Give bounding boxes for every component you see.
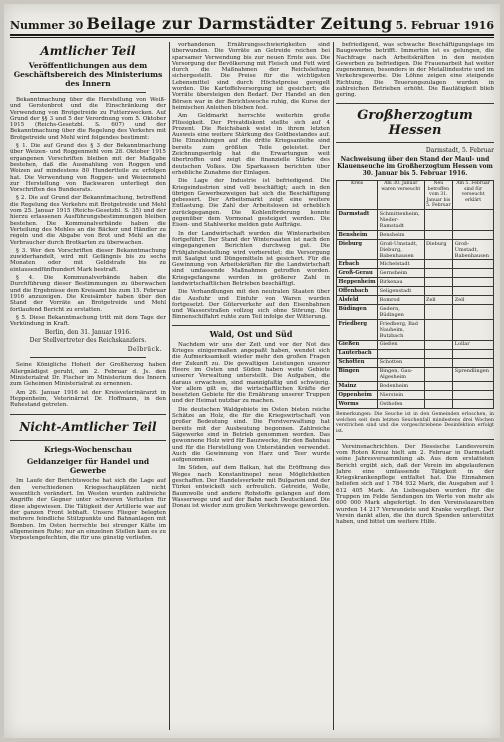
table-row (337, 210, 494, 231)
table-title: Nachweisung über den Stand der Maul- und Klauenseuche im Großherzogtum Hessen vom 30. Januar bis 5. Februar 1916. (337, 155, 493, 177)
section-heading-nonofficial: Nicht-Amtlicher Teil (19, 420, 157, 435)
column-1 (10, 42, 166, 730)
table-cell (424, 391, 453, 400)
kreis-name-cell: Heppenheim (338, 279, 376, 286)
article-paragraph: Im Süden, auf dem Balkan, hat die Eröffnung des Weges nach Konstantinopel neue Möglichkeiten geschaffen. Der Handelsverkehr mit Bulgarien und der Türkei entwickelt sich erfreulich. Getreide, Wolle, Baumwolle und andere Rohstoffe gelangen auf dem Wasserwege und auf der Bahn nach Deutschland. Die Donau ist wieder zum großen Verkehrswege geworden. (172, 465, 330, 510)
table-row (337, 320, 494, 341)
kreis-name-cell: Gießen (337, 340, 378, 349)
table-row (337, 349, 494, 358)
kreis-name-cell: Oppenheim (337, 391, 378, 400)
kreis-name-cell: Friedberg (337, 320, 378, 341)
kreis-name-cell: Darmstadt (337, 210, 378, 231)
dateline: Darmstadt, 5. Februar (425, 146, 494, 154)
table-cell (453, 260, 494, 269)
article-paragraph: Die Verhandlungen mit den neutralen Staaten über die Ausfuhr und Einfuhr von Waren wurden fortgesetzt. Der Güterverkehr auf den Eisenbahnen und Wasserstraßen vollzog sich ohne Störung. Die Binnenschiffahrt ruhte zum Teil infolge der Witterung. (172, 289, 330, 321)
table-cell: Schmittenheim, Nieder-Ramstadt (378, 210, 424, 231)
table-cell (453, 358, 494, 367)
table-row (337, 230, 494, 239)
table-cell (453, 230, 494, 239)
kreis-name-cell: Alsfeld (337, 296, 378, 305)
table-cell (453, 400, 494, 409)
signature: Delbrück. (127, 346, 162, 354)
table-cell (424, 320, 453, 341)
table-cell (424, 305, 453, 320)
table-row (337, 340, 494, 349)
column-3 (336, 42, 494, 730)
masthead-rule (10, 34, 494, 36)
table-row (337, 400, 494, 409)
kreis-name-cell: Dieburg (337, 239, 378, 260)
table-cell: Romrod (378, 296, 424, 305)
table-cell: Lollar (453, 340, 494, 349)
article-paragraph: Seine Königliche Hoheit der Großherzog haben Allergnädigst geruht, am 2. Februar d. Js. den Ministerialrat Dr. Fischer im Ministerium des Innern zum Geheimen Ministerialrat zu ernennen. (10, 362, 166, 388)
divider (30, 357, 146, 358)
section-heading-official: Amtlicher Teil (40, 44, 136, 58)
table-header-cell: Kreis (337, 180, 378, 210)
divider (336, 439, 494, 440)
article-paragraph: Die Lage der Industrie ist befriedigend. Die Kriegsindustrien sind voll beschäftigt; auch in den übrigen Gewerbezweigen hat sich die Beschäftigung gebessert. Der Arbeitsmarkt zeigt eine weitere Entlastung. Die Zahl der Arbeitslosen ist erheblich zurückgegangen. Die Kohlenförderung konnte gegenüber dem Vormonat gesteigert werden. Die Eisen- und Stahlwerke melden gute Aufträge. (172, 178, 330, 229)
divider (30, 92, 146, 93)
table-row (337, 305, 494, 320)
table-cell: Bensheim (378, 230, 424, 239)
table-header-cell: Neu betroffen vom 31. Januar bis 5. Februar (424, 180, 453, 210)
table-cell (424, 210, 453, 231)
table-cell: Bodenheim (378, 382, 424, 391)
table-cell (424, 260, 453, 269)
table-header-cell: Am 30. Januar waren verseucht (378, 180, 424, 210)
table-cell: Seligenstadt (378, 287, 424, 296)
article-paragraph: § 1. Die auf Grund des § 3 der Bekanntmachung über Weizen- und Roggenmehl vom 28. Oktober 1915 ergangenen Vorschriften bleiben mit der Maßgabe bestehen, daß die Ausmahlung von Roggen und Weizen auf mindestens 80 Hundertteile zu erfolgen hat. Die Verwendung von Roggen- und Weizenmehl zur Herstellung von Backwaren unterliegt den Vorschriften des Bundesrats. (10, 143, 166, 194)
table-cell (453, 278, 494, 287)
subheading-war-week: Kriegs-Wochenschau (44, 445, 132, 455)
kreis-name-cell: Groß-Gerau (337, 269, 378, 278)
table-cell: Sprendlingen (453, 367, 494, 382)
article-paragraph: Im Laufe der Berichtswoche hat sich die Lage auf den verschiedenen Kriegsschauplätzen nicht wesentlich verändert. Im Westen wurden zahlreiche Angriffe der Gegner unter schweren Verlusten für diese abgewiesen. Die Tätigkeit der Artillerie war auf der ganzen Front lebhaft. Unsere Flieger belegten mehrere feindliche Stützpunkte und Bahnanlagen mit Bomben. Im Osten herrschte bei strenger Kälte im allgemeinen Ruhe; nur an einzelnen Stellen kam es zu Vorpostengefechten, die für uns günstig verliefen. (10, 478, 166, 542)
table-cell: Zell (453, 296, 494, 305)
table-cell: Gießen (378, 340, 424, 349)
table-cell (424, 287, 453, 296)
table-cell: Dieburg (424, 239, 453, 260)
divider (336, 103, 494, 104)
table-row (337, 269, 494, 278)
table-cell (424, 269, 453, 278)
kreis-name-cell: Büdingen (337, 305, 378, 320)
article-heading-wald-ost-sued: Wald, Ost und Süd (209, 328, 293, 339)
table-cell: Bingen, Gau-Algesheim (378, 367, 424, 382)
masthead-rule-thin (10, 37, 494, 38)
table-row (337, 287, 494, 296)
livestock-disease-table (336, 180, 494, 410)
table-cell: Gedern, Büdingen (378, 305, 424, 320)
article-paragraph: Die deutschen Waldgebiete im Osten bieten reiche Schätze an Holz, die für die Kriegswirtschaft von großer Bedeutung sind. Die Forstverwaltung hat bereits mit der Ausbeutung begonnen. Zahlreiche Sägewerke sind in Betrieb genommen worden. Das gewonnene Holz wird für Bauzwecke, für den Bahnbau und für die Herstellung von Unterständen verwendet. Auch die Gewinnung von Harz und Teer wurde aufgenommen. (172, 406, 330, 464)
kreis-name-cell: Worms (337, 400, 378, 409)
table-cell (453, 320, 494, 341)
table-body (337, 210, 494, 409)
table-row (337, 296, 494, 305)
article-paragraph: § 4. Die Kommunalverbände haben die Durchführung dieser Bestimmungen zu überwachen und die Ergebnisse dem Kreisamt bis zum 15. Februar 1916 anzuzeigen. Die Kreisämter haben über den Stand der Vorräte an Brotgetreide und Mehl fortlaufend Bericht zu erstatten. (10, 275, 166, 313)
table-footnote: Bemerkungen: Die Seuche ist in den Gemeinden erloschen, in welchen seit dem letzten Seuchenfall mindestens drei Wochen verstrichen sind und die vorgeschriebene Desinfektion erfolgt ist. (336, 412, 494, 435)
table-cell (424, 340, 453, 349)
kreis-name-cell: Bingen (337, 367, 378, 382)
authority: Der Stellvertreter des Reichskanzlers. (29, 337, 147, 345)
divider (172, 325, 330, 326)
table-cell (453, 287, 494, 296)
section-heading-hessen: Großherzogtum Hessen (357, 107, 473, 138)
table-cell: Zell (424, 296, 453, 305)
table-row (337, 260, 494, 269)
table-cell (424, 278, 453, 287)
table-cell (453, 305, 494, 320)
table-row (337, 382, 494, 391)
article-paragraph: befriedigend, was schwache Beschäftigungslage im Baugewerbe betrifft. Immerhin ist es gelungen, die Nachfrage nach Arbeitskräften in den meisten Gewerben zu befriedigen. Die Frauenarbeit hat weiter zugenommen, besonders in der Metallindustrie und im Verkehrsgewerbe. Die Löhne zeigen eine steigende Richtung. Die Teuerungszulagen wurden in zahlreichen Betrieben erhöht. Die Bautätigkeit blieb gering. (336, 42, 494, 99)
article-paragraph: In der Landwirtschaft wurden die Winterarbeiten fortgeführt. Der Stand der Wintersaaten ist nach den eingegangenen Berichten durchweg gut. Die Frühjahrsbestellung wird vorbereitet; die Versorgung mit Saatgut und Düngemitteln ist gesichert. Für die Gewinnung von Arbeitskräften für die Landwirtschaft sind umfassende Maßnahmen getroffen worden. Kriegsgefangene werden in größerer Zahl in landwirtschaftlichen Betrieben beschäftigt. (172, 230, 330, 287)
column-divider (333, 42, 334, 730)
table-cell: Osthofen (378, 400, 424, 409)
article-paragraph: Am 26. Januar 1916 ist der Kreisveterinärarzt in Heppenheim, Veterinärrat Dr. Hoffmann, in den Ruhestand getreten. (10, 389, 166, 409)
table-cell: Groß-Umstadt, Dieburg, Babenhausen (378, 239, 424, 260)
table-row (337, 358, 494, 367)
article-paragraph: § 5. Diese Bekanntmachung tritt mit dem Tage der Verkündung in Kraft. (10, 314, 166, 328)
table-cell (424, 382, 453, 391)
article-paragraph: Vereinsnachrichten. Der Hessische Landesverein vom Roten Kreuz hielt am 2. Februar in Darmstadt seine Jahresversammlung ab. Aus dem erstatteten Bericht ergibt sich, daß der Verein im abgelaufenen Jahre eine umfassende Tätigkeit in der Kriegskrankenpflege entfaltet hat. Die Einnahmen beliefen sich auf 1 784 932 Mark, die Ausgaben auf 1 612 405 Mark. An Liebesgaben wurden für die Truppen im Felde Sendungen im Werte von mehr als 600 000 Mark abgefertigt. In den Vereinslazaretten wurden 14 217 Verwundete und Kranke verpflegt. Der Verein dankt allen, die ihn durch Spenden unterstützt haben, und bittet um weitere Hilfe. (336, 443, 494, 526)
table-cell: Birkenau (378, 278, 424, 287)
kreis-name-cell: Lauterbach (337, 349, 378, 358)
table-row (337, 367, 494, 382)
table-cell (453, 391, 494, 400)
table-cell (378, 349, 424, 358)
masthead (10, 14, 494, 32)
article-paragraph: Bekanntmachung über die Herstellung von Weiß- und Gerstenbrot und die Einschränkung der Verwendung von Brotgetreide zu Futterzwecken. Auf Grund der §§ 3 und 5 der Verordnung vom 5. Oktober 1915 (Reichs-Gesetzbl. S. 607) und der Bekanntmachung über die Regelung des Verkehrs mit Brotgetreide und Mehl wird folgendes bestimmt: (10, 97, 166, 141)
kreis-name-cell: Erbach (337, 260, 378, 269)
table-cell (453, 269, 494, 278)
table-header-row (337, 180, 494, 210)
table-row (337, 239, 494, 260)
table-cell (424, 230, 453, 239)
issue-date: 5. Februar 1916 (395, 19, 494, 32)
table-cell: Gernsheim (378, 269, 424, 278)
issue-number: Nummer 30 (10, 19, 84, 32)
divider (336, 142, 494, 143)
table-row (337, 278, 494, 287)
article-paragraph: § 3. Wer den Vorschriften dieser Bekanntmachung zuwiderhandelt, wird mit Gefängnis bis zu sechs Monaten oder mit Geldstrafe bis zu eintausendfünfhundert Mark bestraft. (10, 247, 166, 273)
subheading-ministry: Veröffentlichungen aus dem Geschäftsbereich des Ministeriums des Innern (13, 61, 163, 88)
table-header-cell: Am 5. Februar sind für verseucht erklärt (453, 180, 494, 210)
article-paragraph: Am Geldmarkt herrschte weiterhin große Flüssigkeit. Der Privatdiskont stellte sich auf 4 Prozent. Die Reichsbank weist in ihrem letzten Ausweis eine weitere Stärkung des Goldbestandes auf. Die Einzahlungen auf die dritte Kriegsanleihe sind bereits zum größten Teile geleistet. Der Zeichnungserfolg hat die Erwartungen weit übertroffen und zeigt die finanzielle Stärke des deutschen Volkes. Die Sparkassen berichten über erhebliche Zunahme der Einlagen. (172, 113, 330, 176)
kreis-name-cell: Offenbach (337, 287, 378, 296)
table-cell (453, 349, 494, 358)
article-paragraph: vorhandenen Ernährungsschwierigkeiten sind überwunden. Die Vorräte an Getreide reichen bei sparsamer Verwendung bis zur neuen Ernte aus. Die Versorgung der Bevölkerung mit Fleisch und Fett wird durch die Maßnahmen der Reichsleitung sichergestellt. Die Preise für die wichtigsten Lebensmittel sind durch Höchstpreise geregelt worden. Die Kartoffelversorgung ist gesichert; die Vorräte übersteigen den Bedarf. Der Handel an den Börsen war in der Berichtswoche ruhig, die Kurse der heimischen Anleihen blieben fest. (172, 42, 330, 111)
kreis-name-cell: Bensheim (337, 230, 378, 239)
table-cell: Michelstadt (378, 260, 424, 269)
table-cell: Nierstein (378, 391, 424, 400)
table-cell (453, 210, 494, 231)
table-cell: Groß-Umstadt, Babenhausen (453, 239, 494, 260)
table-cell (424, 349, 453, 358)
article-paragraph: Nachdem wir uns der Zeit und vor der Not des Krieges einigermaßen angepaßt haben, wendet sich die Aufmerksamkeit wieder mehr den großen Fragen der Zukunft zu. Die gewaltigen Leistungen unserer Heere im Osten und Süden haben weite Gebiete unserer Verwaltung unterstellt. Die Aufgaben, die daraus erwachsen, sind mannigfaltig und schwierig. Vor allem gilt es, die wirtschaftlichen Kräfte der besetzten Gebiete für die Ernährung unserer Truppen und der Heimat nutzbar zu machen. (172, 341, 330, 405)
newspaper-page (4, 4, 500, 738)
table-cell (453, 382, 494, 391)
place-date: Berlin, den 31. Januar 1916. (44, 329, 132, 337)
kreis-name-cell: Schotten (337, 358, 378, 367)
column-divider (169, 42, 170, 730)
table-cell (424, 358, 453, 367)
table-cell: Schotten (378, 358, 424, 367)
table-row (337, 391, 494, 400)
kreis-name-cell: Mainz (337, 382, 378, 391)
table-cell (424, 367, 453, 382)
section-heading-box (10, 414, 166, 441)
table-cell: Friedberg, Bad Nauheim, Butzbach (378, 320, 424, 341)
subheading-trade: Geldanzeiger für Handel und Gewerbe (26, 457, 150, 476)
column-2 (172, 42, 330, 730)
newspaper-title: Beilage zur Darmstädter Zeitung (86, 14, 393, 33)
article-paragraph: § 2. Die auf Grund der Bekanntmachung, betreffend die Regelung des Verkehrs mit Brotgetreide und Mehl vom 25. Januar 1915 (Reichs-Gesetzbl. S. 35) und der hierzu erlassenen Ausführungsbestimmungen bleiben bestehen. Die Kommunalverbände haben die Verteilung des Mehles an die Bäcker und Händler zu regeln und die Abgabe von Brot und Mehl an die Verbraucher durch Brotkarten zu überwachen. (10, 195, 166, 246)
table-cell (424, 400, 453, 409)
